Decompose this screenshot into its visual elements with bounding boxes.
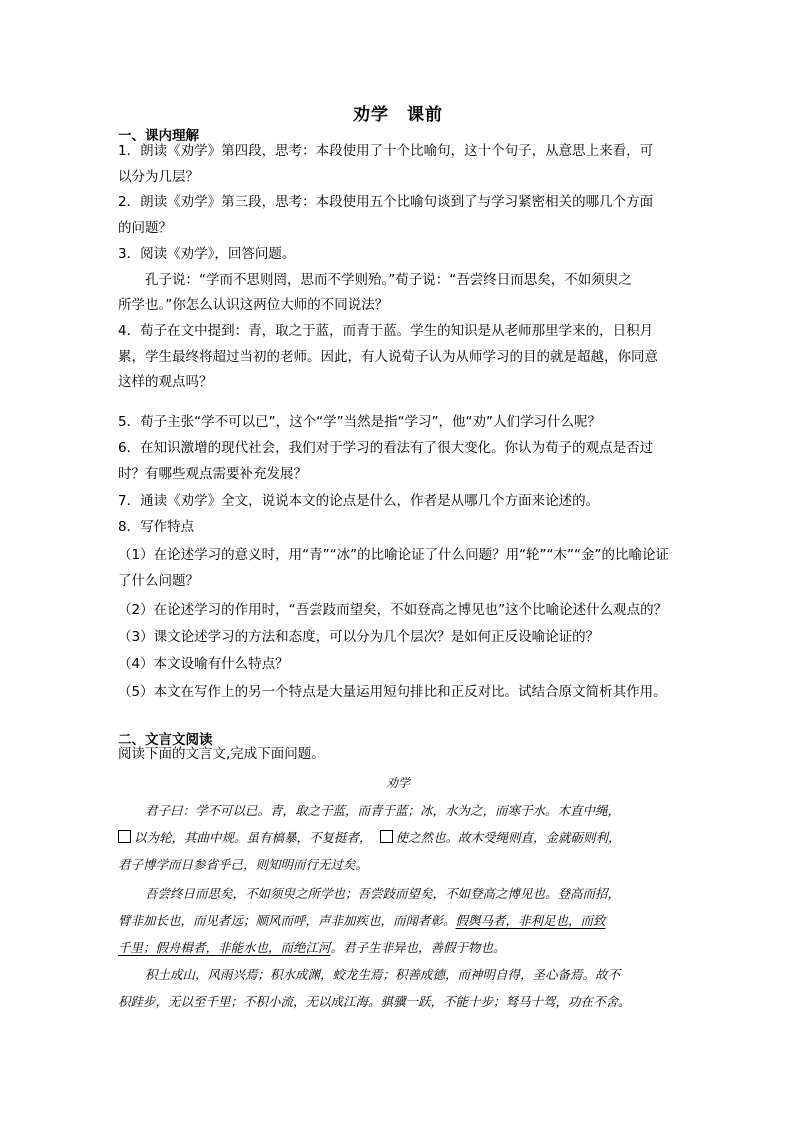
question-6: 6．在知识激增的现代社会，我们对于学习的看法有了很大变化。你认为荀子的观点是否过 时？有哪些观点需要补充发展？ xyxy=(118,440,654,482)
underlined-sentence: 假舆马者，非利足也，而致 xyxy=(455,913,606,928)
page-title: 劝学 课前 xyxy=(353,105,443,125)
question-8-1: （1）在论述学习的意义时，用“青”“冰”的比喻论证了什么问题？用“轮”“木”“金”的比喻论证 了什么问题？ xyxy=(118,547,670,589)
passage-paragraph-3: 积土成山，风雨兴焉；积水成渊，蛟龙生焉；积善成德，而神明自得，圣心备焉。故不 积跬步，无以至千里；不积小流，无以成江海。骐骥一跃，不能十步；驽马十驾，功在不舍。 xyxy=(118,967,631,1009)
question-8: 8．写作特点 xyxy=(118,519,195,535)
section-heading-classical-reading: 二、文言文阅读 xyxy=(118,732,213,748)
passage-title: 劝学 xyxy=(385,776,410,790)
question-8-2: （2）在论述学习的作用时，“吾尝跂而望矣，不如登高之博见也”这个比喻论述什么观点的？ xyxy=(118,602,668,618)
question-4: 4．荀子在文中提到：青，取之于蓝，而青于蓝。学生的知识是从老师那里学来的，日积月 累，学生最终将超过当初的老师。因此，有人说荀子认为从师学习的目的就是超越，你同意 这样的观点吗？ xyxy=(118,323,658,390)
passage-paragraph-2: 吾尝终日而思矣，不如须臾之所学也；吾尝跂而望矣，不如登高之博见也。登高而招， 臂非加长也，而见者远；顺风而呼，声非加疾也，而闻者彰。假舆马者，非利足也，而致 千里；假舟楫者，非能水也，而绝江河。君子生非异也，善假于物也。 xyxy=(118,886,621,955)
blank-box xyxy=(380,830,393,843)
question-7: 7．通读《劝学》全文，说说本文的论点是什么，作者是从哪几个方面来论述的。 xyxy=(118,493,600,509)
question-5: 5．荀子主张“学不可以已”，这个“学”当然是指“学习”，他“劝”人们学习什么呢？ xyxy=(118,414,602,430)
section-heading-comprehension: 一、课内理解 xyxy=(118,128,199,144)
question-8-3: （3）课文论述学习的方法和态度，可以分为几个层次？是如何正反设喻论证的？ xyxy=(118,629,600,645)
underlined-sentence: 千里；假舟楫者，非能水也，而绝江河 xyxy=(118,940,331,955)
question-8-4: （4）本文设喻有什么特点？ xyxy=(118,656,289,672)
passage-paragraph-1: 君子曰：学不可以已。青，取之于蓝，而青于蓝；冰，水为之，而寒于水。木直中绳， 以为轮，其曲中规。虽有槁暴，不复挺者， 使之然也。故木受绳则直，金就砺则利， 君子博学而日参省乎己，则知明而行无过矣。 xyxy=(118,803,621,872)
question-2: 2．朗读《劝学》第三段，思考：本段使用五个比喻句谈到了与学习紧密相关的哪几个方面 的问题？ xyxy=(118,194,654,236)
reading-instruction: 阅读下面的文言文,完成下面问题。 xyxy=(118,746,325,762)
question-3: 3．阅读《劝学》，回答问题。 孔子说：“学而不思则罔，思而不学则殆。”荀子说：“吾尝终日而思矣，不如须臾之 所学也。”你怎么认识这两位大师的不同说法？ xyxy=(118,246,632,313)
question-1: 1．朗读《劝学》第四段，思考：本段使用了十个比喻句，这十个句子，从意思上来看，可 以分为几层？ xyxy=(118,143,654,185)
question-8-5: （5）本文在写作上的另一个特点是大量运用短句排比和正反对比。试结合原文简析其作用。 xyxy=(118,684,667,700)
blank-box xyxy=(118,830,131,843)
